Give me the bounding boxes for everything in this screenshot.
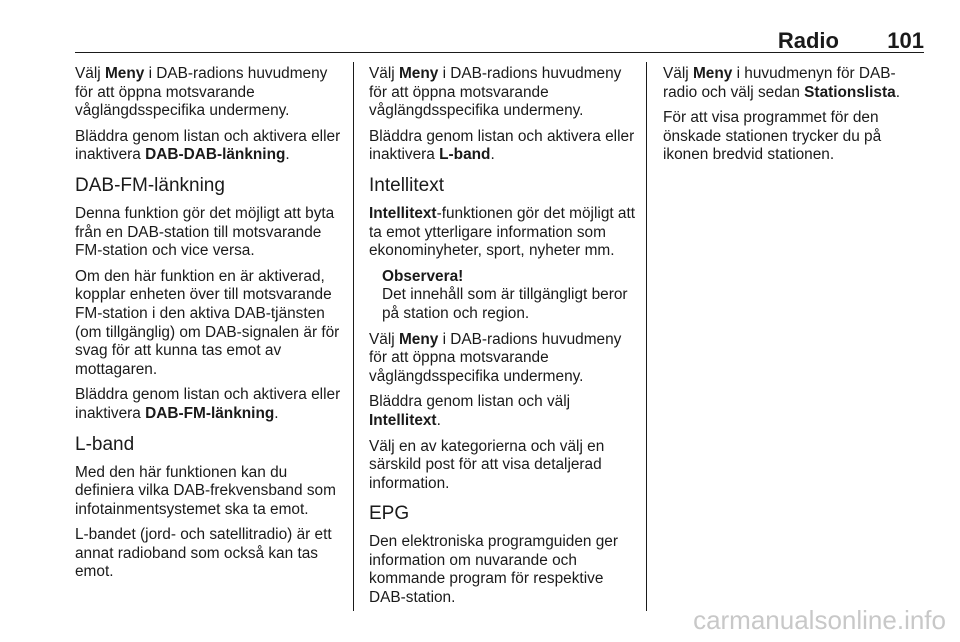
paragraph: Bläddra genom listan och aktivera eller inaktivera DAB-FM-länkning. xyxy=(75,386,341,422)
paragraph: Välj Meny i DAB-radions huvudmeny för att öppna motsvarande våglängdsspecifika undermeny. xyxy=(369,330,622,385)
paragraph: Med den här funktionen kan du definiera vilka DAB-frekvensband som infotainmentsystemet ska ta emot. xyxy=(75,463,336,518)
header-divider xyxy=(75,52,924,53)
column-divider-1 xyxy=(353,62,354,611)
note-box xyxy=(382,268,637,324)
column-2 xyxy=(369,65,637,615)
paragraph: Bläddra genom listan och aktivera eller inaktivera DAB-DAB-länkning. xyxy=(75,127,341,164)
page-header xyxy=(75,28,924,54)
paragraph: Denna funktion gör det möjligt att byta från en DAB-station till motsvarande FM-station och vice versa. xyxy=(75,204,335,260)
paragraph: Välj Meny i DAB-radions huvudmeny för att öppna motsvarande våglängdsspecifika undermeny. xyxy=(75,65,328,120)
paragraph: Välj Meny i DAB-radions huvudmeny för att öppna motsvarande våglängdsspecifika undermeny. xyxy=(369,65,622,120)
paragraph: Välj Meny i huvudmenyn för DAB-radio och välj sedan Stationslista. xyxy=(663,65,900,101)
paragraph: Välj en av kategorierna och välj en särskild post för att visa detaljerad information. xyxy=(369,437,605,492)
watermark: carmanualsonline.info xyxy=(693,605,946,635)
section-heading: L-band xyxy=(75,433,135,455)
paragraph: L-bandet (jord- och satellitradio) är ett annat radioband som också kan tas emot. xyxy=(75,526,332,581)
paragraph: För att visa programmet för den önskade stationen trycker du på ikonen bredvid stationen. xyxy=(663,109,882,164)
paragraph: Om den här funktion en är aktiverad, kopplar enheten över till motsvarande FM-station i den aktiva DAB-tjänsten (om tillgänglig) om DAB-signalen är för svag för att kunna tas emot av mottagaren. xyxy=(75,267,340,378)
section-heading: Intellitext xyxy=(369,174,444,196)
paragraph: Den elektroniska programguiden ger information om nuvarande och kommande program för respektive DAB-station. xyxy=(369,533,618,607)
note-text: Det innehåll som är tillgängligt beror på station och region. xyxy=(382,286,628,322)
paragraph: Bläddra genom listan och aktivera eller inaktivera L-band. xyxy=(369,127,635,164)
page-number: 101 xyxy=(887,28,924,53)
note-title: Observera! xyxy=(382,267,464,285)
column-3 xyxy=(663,65,925,172)
column-divider-2 xyxy=(646,62,647,611)
section-heading: EPG xyxy=(369,503,410,525)
section-title: Radio xyxy=(777,28,839,53)
section-heading: DAB-FM-länkning xyxy=(75,174,225,196)
paragraph: Bläddra genom listan och välj Intellitext. xyxy=(369,393,571,429)
paragraph: Intellitext-funktionen gör det möjligt att ta emot ytterligare information som ekonominyheter, sport, nyheter mm. xyxy=(369,204,636,260)
column-1 xyxy=(75,65,347,589)
